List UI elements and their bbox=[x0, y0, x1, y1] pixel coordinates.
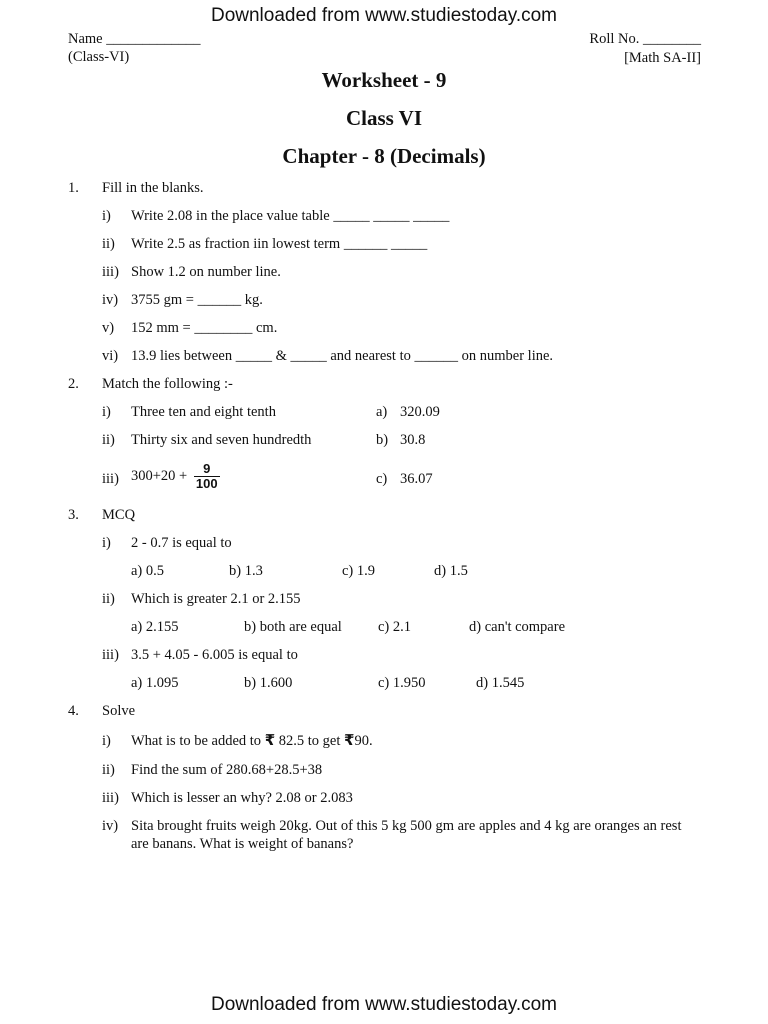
question-text: Fill in the blanks. bbox=[102, 180, 204, 196]
mcq-option-b: b) both are equal bbox=[244, 619, 342, 635]
question-text: Match the following :- bbox=[102, 376, 233, 392]
mcq-option-a: a) 2.155 bbox=[131, 619, 179, 635]
rupee-icon: ₹ bbox=[344, 731, 355, 749]
item-text: 3755 gm = ______ kg. bbox=[131, 292, 263, 308]
mcq-option-d: d) 1.545 bbox=[476, 675, 525, 691]
question-text: MCQ bbox=[102, 507, 136, 523]
mcq-option-a: a) 0.5 bbox=[131, 563, 165, 579]
item-label: i) bbox=[102, 208, 111, 224]
item-text-with-currency bbox=[131, 731, 373, 750]
item-label: iii) bbox=[102, 471, 119, 487]
item-text: Thirty six and seven hundredth bbox=[131, 432, 312, 448]
question-number: 2. bbox=[68, 376, 79, 392]
mcq-option-b: b) 1.600 bbox=[244, 675, 293, 691]
rupee-icon: ₹ bbox=[264, 731, 276, 749]
match-option-label: c) bbox=[376, 471, 388, 487]
item-text-line-1: Sita brought fruits weigh 20kg. Out of this 5 kg 500 gm are apples and 4 kg are oranges an rest bbox=[131, 818, 682, 834]
item-text: Find the sum of 280.68+28.5+38 bbox=[131, 762, 323, 778]
mcq-option-a: a) 1.095 bbox=[131, 675, 179, 691]
item-text-line-2: are banans. What is weight of banans? bbox=[131, 836, 354, 852]
chapter-title: Chapter - 8 (Decimals) bbox=[282, 144, 486, 168]
download-banner-bottom: Downloaded from www.studiestoday.com bbox=[210, 994, 558, 1015]
item-text: Three ten and eight tenth bbox=[131, 404, 276, 420]
match-option-label: a) bbox=[376, 404, 388, 420]
item-text: Which is lesser an why? 2.08 or 2.083 bbox=[131, 790, 353, 806]
item-label: iii) bbox=[102, 264, 119, 280]
question-text: Solve bbox=[102, 703, 136, 719]
mcq-option-c: c) 2.1 bbox=[378, 619, 412, 635]
mcq-option-d: d) can't compare bbox=[469, 619, 566, 635]
class-label: (Class-VI) bbox=[68, 49, 130, 65]
item-text-middle: 82.5 to get bbox=[275, 733, 344, 749]
item-label: ii) bbox=[102, 591, 115, 607]
item-text: 300+20 + bbox=[131, 467, 188, 484]
question-number: 4. bbox=[68, 703, 79, 719]
item-label: ii) bbox=[102, 762, 115, 778]
item-label: iv) bbox=[102, 818, 119, 834]
name-field: Name _____________ bbox=[68, 31, 201, 47]
mcq-option-b: b) 1.3 bbox=[229, 563, 263, 579]
download-banner-top: Downloaded from www.studiestoday.com bbox=[210, 5, 558, 26]
item-text: Which is greater 2.1 or 2.155 bbox=[131, 591, 301, 607]
fraction bbox=[194, 462, 220, 491]
item-text: 13.9 lies between _____ & _____ and nearest to ______ on number line. bbox=[131, 348, 554, 364]
question-number: 1. bbox=[68, 180, 79, 196]
item-text: Write 2.5 as fraction iin lowest term ______ _____ bbox=[131, 236, 428, 252]
match-option-label: b) bbox=[376, 432, 389, 448]
item-text: 3.5 + 4.05 - 6.005 is equal to bbox=[131, 647, 298, 663]
mcq-option-c: c) 1.950 bbox=[378, 675, 426, 691]
mcq-option-c: c) 1.9 bbox=[342, 563, 376, 579]
match-option-value: 30.8 bbox=[400, 432, 426, 448]
fraction-numerator: 9 bbox=[203, 461, 211, 476]
subject-label: [Math SA-II] bbox=[624, 50, 701, 66]
question-number: 3. bbox=[68, 507, 79, 523]
worksheet-title: Worksheet - 9 bbox=[321, 68, 447, 92]
item-text: 152 mm = ________ cm. bbox=[131, 320, 278, 336]
item-text-start: What is to be added to bbox=[131, 733, 262, 749]
item-label: iv) bbox=[102, 292, 119, 308]
item-label: i) bbox=[102, 535, 111, 551]
item-text-with-fraction bbox=[131, 462, 220, 491]
item-label: i) bbox=[102, 733, 111, 749]
item-text: 2 - 0.7 is equal to bbox=[131, 535, 232, 551]
roll-number-field: Roll No. ________ bbox=[589, 31, 701, 47]
item-label: ii) bbox=[102, 432, 115, 448]
fraction-denominator: 100 bbox=[195, 476, 218, 491]
match-option-value: 320.09 bbox=[400, 404, 440, 420]
match-option-value: 36.07 bbox=[400, 471, 433, 487]
item-label: v) bbox=[102, 320, 115, 336]
item-label: i) bbox=[102, 404, 111, 420]
class-title: Class VI bbox=[345, 106, 423, 130]
item-label: vi) bbox=[102, 348, 119, 364]
item-label: iii) bbox=[102, 647, 119, 663]
mcq-option-d: d) 1.5 bbox=[434, 563, 468, 579]
item-text: Write 2.08 in the place value table _____ _____ _____ bbox=[131, 208, 450, 224]
item-text-end: 90. bbox=[354, 733, 373, 749]
item-text: Show 1.2 on number line. bbox=[131, 264, 281, 280]
item-label: iii) bbox=[102, 790, 119, 806]
item-label: ii) bbox=[102, 236, 115, 252]
